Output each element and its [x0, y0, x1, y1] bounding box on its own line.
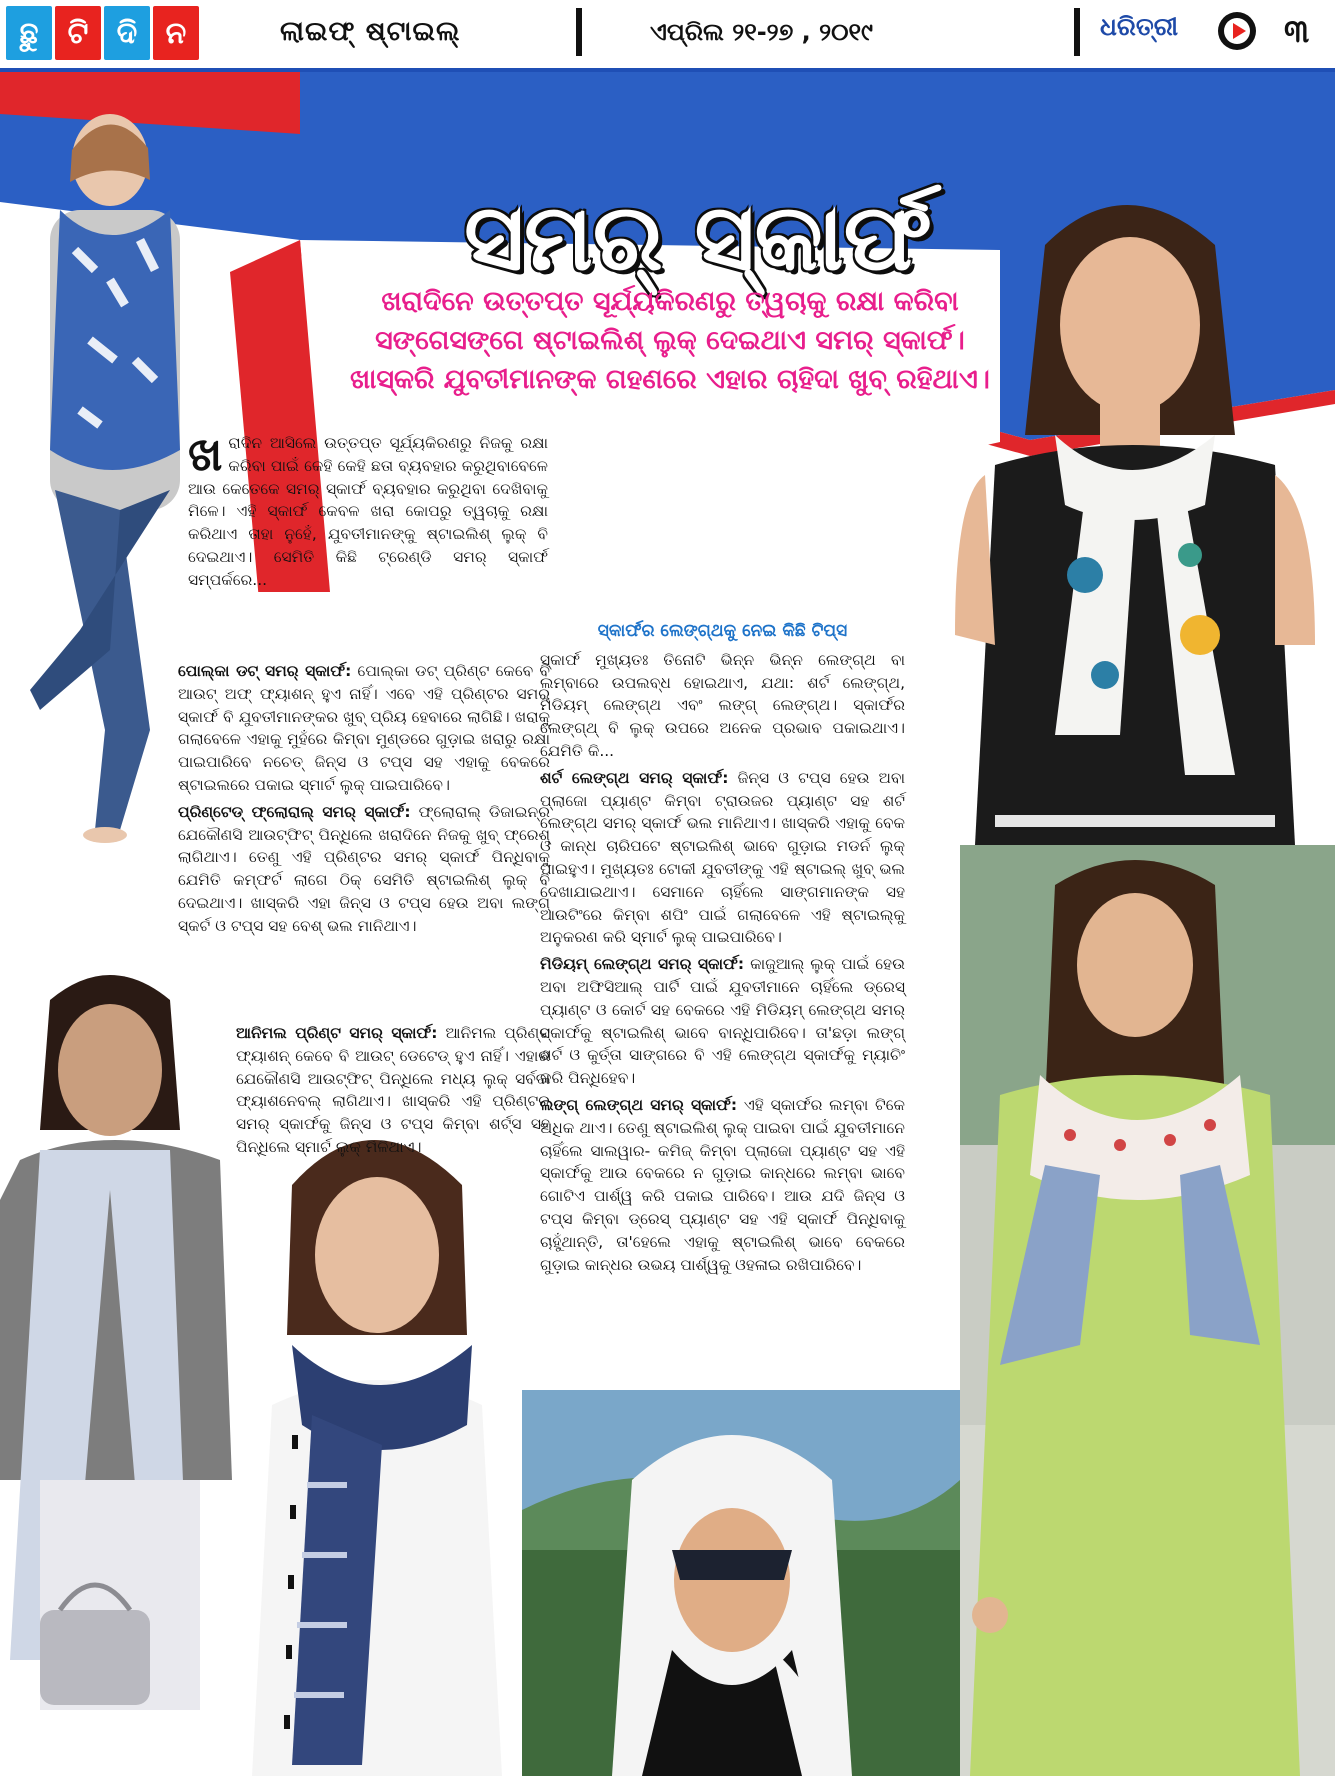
polka-subheading: ପୋଲ୍‌କା ଡଟ୍ ସମର୍ ସ୍କାର୍ଫ: — [178, 662, 352, 680]
short-text: ଜିନ୍ସ ଓ ଟପ୍ସ ହେଉ ଅବା ପ୍ଲାଜୋ ପ୍ୟାଣ୍ଟ କିମ୍ବା ଟ୍ରାଉଜର ପ୍ୟାଣ୍ଟ ସହ ଶର୍ଟ ଲେଙ୍ଗ୍‌ଥ ସମର୍ ସ୍କାର୍ଫ ଭଲ ମାନିଥାଏ। ଖାସ୍‌କରି ଏହାକୁ ବେକ ଓ କାନ୍ଧ ଚାରିପଟେ ଷ୍ଟାଇଲିଶ୍ ଭାବେ ଗୁଡ଼ାଇ ମଡର୍ନ ଲୁକ୍ ପାଇହୁଏ। ମୁଖ୍ୟତଃ ଟୋକୀ ଯୁବତୀଙ୍କୁ ଏହି ଷ୍ଟାଇଲ୍ ଖୁବ୍ ଭଲ ଦେଖାଯାଇଥାଏ। ସେମାନେ ଚାହିଁଲେ ସାଙ୍ଗମାନଙ୍କ ସହ ଆଉଟିଂରେ କିମ୍ବା ଶପିଂ ପାଇଁ ଗଲାବେଳେ ଏହି ଷ୍ଟାଇଲ୍‌କୁ ଅନୁକରଣ କରି ସ୍ମାର୍ଟ ଲୁକ୍ ପାଇପାରିବେ। — [540, 768, 905, 947]
floral-text: ଫ୍ଲୋରାଲ୍ ଡିଜାଇନ୍‌ର ଯେକୌଣସି ଆଉଟ୍‌ଫିଟ୍ ପିନ୍ଧିଲେ ଖରାଦିନେ ନିଜକୁ ଖୁବ୍ ଫ୍ରେଶ୍ ଲାଗିଥାଏ। ତେଣୁ ଏହି ପ୍ରିଣ୍ଟର ସମର୍ ସ୍କାର୍ଫ ପିନ୍ଧିବାକୁ ଯେମିତି କମ୍ଫର୍ଟ ଲାଗେ ଠିକ୍ ସେମିତି ଷ୍ଟାଇଲିଶ୍ ଲୁକ୍ ବି ଦେଇଥାଏ। ଖାସ୍‌କରି ଏହା ଜିନ୍ସ ଓ ଟପ୍ସ ହେଉ ଅବା ଲଙ୍ଗ୍ ସ୍କର୍ଟ ଓ ଟପ୍ସ ସହ ବେଶ୍ ଭଲ ମାନିଥାଏ। — [178, 802, 550, 935]
article-column-left-lower — [178, 660, 550, 942]
play-icon — [1218, 12, 1256, 50]
issue-date: ଏପ୍ରିଲ ୨୧-୨୭ , ୨୦୧୯ — [650, 18, 873, 46]
model-photo-grey-scarf — [0, 960, 232, 1776]
model-photo-white-headscarf — [522, 1390, 960, 1776]
model-photo-green-kurta — [960, 845, 1335, 1776]
floral-paragraph — [178, 801, 550, 938]
divider — [576, 8, 582, 56]
tips-title: ସ୍କାର୍ଫର ଲେଙ୍ଗ୍‌ଥକୁ ନେଇ କିଛି ଟିପ୍ସ — [597, 621, 848, 641]
medium-paragraph — [540, 953, 905, 1090]
animal-text: ଆନିମଲ ପ୍ରିଣ୍ଟ ଫ୍ୟାଶନ୍ କେବେ ବି ଆଉଟ୍ ଡେଟେଡ୍ ହୁଏ ନାହିଁ। ଏହାର ଯେକୌଣସି ଆଉଟ୍‌ଫିଟ୍ ପିନ୍ଧିଲେ ମଧ୍ୟ ଲୁକ୍ ସର୍ବଦା ଫ୍ୟାଶନେବଲ୍ ଲାଗିଥାଏ। ଖାସ୍‌କରି ଏହି ପ୍ରିଣ୍ଟର ସମର୍ ସ୍କାର୍ଫକୁ ଜିନ୍ସ ଓ ଟପ୍ସ କିମ୍ବା ଶର୍ଟ୍ସ ସହ ପିନ୍ଧିଲେ ସ୍ମାର୍ଟ ଲୁକ୍ ମିଳିଥାଏ। — [236, 1024, 550, 1156]
polka-text: ପୋଲ୍‌କା ଡଟ୍ ପ୍ରିଣ୍ଟ କେବେ ବି ଆଉଟ୍ ଅଫ୍ ଫ୍ୟାଶନ୍ ହୁଏ ନାହିଁ। ଏବେ ଏହି ପ୍ରିଣ୍ଟର ସମର୍ ସ୍କାର୍ଫ ବି ଯୁବତୀମାନଙ୍କର ଖୁବ୍ ପ୍ରିୟ ହେବାରେ ଲାଗିଛି। ଖରାକୁ ଗଲାବେଳେ ଏହାକୁ ମୁହଁରେ କିମ୍ବା ମୁଣ୍ଡରେ ଗୁଡ଼ାଇ ଖରାରୁ ରକ୍ଷା ପାଇପାରିବେ ନଚେତ୍ ଜିନ୍ସ ଓ ଟପ୍ସ ସହ ଏହାକୁ ବେକରେ ଷ୍ଟାଇଲରେ ପକାଇ ସ୍ମାର୍ଟ ଲୁକ୍ ପାଇପାରିବେ। — [178, 662, 551, 794]
article-column-left — [188, 427, 548, 596]
long-text: ଏହି ସ୍କାର୍ଫର ଲମ୍ବା ଟିକେ ଅଧିକ ଥାଏ। ତେଣୁ ଷ୍ଟାଇଲିଶ୍ ଲୁକ୍ ପାଇବା ପାଇଁ ଯୁବତୀମାନେ ଚାହିଁଲେ ସାଲୱାର- କମିଜ୍ କିମ୍ବା ପ୍ଲାଜୋ ପ୍ୟାଣ୍ଟ ସହ ଏହି ସ୍କାର୍ଫକୁ ଆଉ ବେକରେ ନ ଗୁଡ଼ାଇ କାନ୍ଧରେ ଲମ୍ବା ଭାବେ ଗୋଟିଏ ପାର୍ଶ୍ୱ କରି ପକାଇ ପାରିବେ। ଆଉ ଯଦି ଜିନ୍ସ ଓ ଟପ୍ସ କିମ୍ବା ଡ୍ରେସ୍ ପ୍ୟାଣ୍ଟ ସହ ଏହି ସ୍କାର୍ଫ ପିନ୍ଧିବାକୁ ଚାହୁଁଥାନ୍ତି, ତା'ହେଲେ ଏହାକୁ ଷ୍ଟାଇଲିଶ୍ ଭାବେ ବେକରେ ଗୁଡ଼ାଇ କାନ୍ଧର ଉଭୟ ପାର୍ଶ୍ୱକୁ ଓହଳାଇ ରଖିପାରିବେ। — [540, 1095, 905, 1274]
animal-subheading: ଆନିମଲ ପ୍ରିଣ୍ଟ ସମର୍ ସ୍କାର୍ଫ: — [236, 1024, 438, 1042]
article-column-right — [540, 620, 905, 1280]
section-name: ଲାଇଫ୍ ଷ୍ଟାଇଲ୍ — [280, 16, 461, 47]
newspaper-logo: ଧରିତ୍ରୀ — [1100, 12, 1179, 41]
logo-tile: ଦି — [104, 6, 150, 60]
section-logo — [6, 6, 199, 60]
short-subheading: ଶର୍ଟ ଲେଙ୍ଗ୍‌ଥ ସମର୍ ସ୍କାର୍ଫ: — [540, 768, 729, 787]
medium-text: କାଜୁଆଲ୍ ଲୁକ୍ ପାଇଁ ହେଉ ଅବା ଅଫିସିଆଲ୍ ପାର୍ଟି ପାଇଁ ଯୁବତୀମାନେ ଚାହିଁଲେ ଡ୍ରେସ୍ ପ୍ୟାଣ୍ଟ ଓ କୋର୍ଟ ସହ ବେକରେ ଏହି ମିଡିୟମ୍ ଲେଙ୍ଗ୍‌ଥ ସମର୍ ସ୍କାର୍ଫକୁ ଷ୍ଟାଇଲିଶ୍ ଭାବେ ବାନ୍ଧିପାରିବେ। ତା'ଛଡ଼ା ଲଙ୍ଗ୍ ଶର୍ଟ ଓ କୁର୍ତ୍ତା ସାଙ୍ଗରେ ବି ଏହି ଲେଙ୍ଗ୍‌ଥ ସ୍କାର୍ଫକୁ ମ୍ୟାଚିଂ କରି ପିନ୍ଧିହେବ। — [540, 955, 906, 1088]
medium-subheading: ମିଡିୟମ୍ ଲେଙ୍ଗ୍‌ଥ ସମର୍ ସ୍କାର୍ଫ: — [540, 955, 745, 974]
article-column-left-bottom — [236, 1022, 550, 1163]
long-paragraph — [540, 1094, 905, 1276]
model-photo-navy-scarf — [232, 1105, 522, 1776]
model-photo-floral-scarf — [935, 175, 1335, 845]
divider — [1074, 8, 1080, 56]
masthead — [0, 0, 1335, 68]
polka-paragraph — [178, 660, 550, 797]
logo-tile: ନ — [153, 6, 199, 60]
floral-subheading: ପ୍ରିଣ୍ଟେଡ୍ ଫ୍ଲୋରାଲ୍ ସମର୍ ସ୍କାର୍ଫ: — [178, 802, 411, 821]
logo-tile: ଟି — [55, 6, 101, 60]
long-subheading: ଲଙ୍ଗ୍ ଲେଙ୍ଗ୍‌ଥ ସମର୍ ସ୍କାର୍ଫ: — [540, 1095, 738, 1114]
headline: ସମର୍ ସ୍କାର୍ଫ — [464, 184, 932, 291]
intro-text: ରାଦିନ ଆସିଲେ ଉତ୍ତପ୍ତ ସୂର୍ଯ୍ୟକିରଣରୁ ନିଜକୁ ରକ୍ଷା କରିବା ପାଇଁ କେହି କେହି ଛତା ବ୍ୟବହାର କରୁଥିବାବେଳେ ଆଉ କେତେକେ ସମର୍ ସ୍କାର୍ଫ ବ୍ୟବହାର କରୁଥିବା ଦେଖିବାକୁ ମିଳେ। ଏହି ସ୍କାର୍ଫ କେବଳ ଖରା କୋପରୁ ତ୍ୱଚାକୁ ରକ୍ଷା କରିଥାଏ ତାହା ନୁହେଁ, ଯୁବତୀମାନଙ୍କୁ ଷ୍ଟାଇଲିଶ୍ ଲୁକ୍ ବି ଦେଇଥାଏ। ସେମିତି କିଛି ଟ୍ରେଣ୍ଡି ସମର୍ ସ୍କାର୍ଫ ସମ୍ପର୍କରେ... — [188, 434, 548, 589]
intro-blurb: ଖରାଦିନେ ଉତ୍ତପ୍ତ ସୂର୍ଯ୍ୟକିରଣରୁ ତ୍ୱଚାକୁ ରକ୍ଷା କରିବା ସଙ୍ଗେସଙ୍ଗେ ଷ୍ଟାଇଲିଶ୍ ଲୁକ୍ ଦେଇଥାଏ ସମର୍ ସ୍କାର୍ଫ। ଖାସ୍‌କରି ଯୁବତୀମାନଙ୍କ ଗହଣରେ ଏହାର ଚାହିଦା ଖୁବ୍ ରହିଥାଏ। — [350, 286, 990, 395]
tips-intro: ସ୍କାର୍ଫ ମୁଖ୍ୟତଃ ତିନୋଟି ଭିନ୍ନ ଭିନ୍ନ ଲେଙ୍ଗ୍‌ଥ ବା ଲମ୍ବାରେ ଉପଲବ୍ଧ ହୋଇଥାଏ, ଯଥା: ଶର୍ଟ ଲେଙ୍ଗ୍‌ଥ, ମିଡିୟମ୍ ଲେଙ୍ଗ୍‌ଥ ଏବଂ ଲଙ୍ଗ୍ ଲେଙ୍ଗ୍‌ଥ। ସ୍କାର୍ଫର ଲେଙ୍ଗ୍‌ଥ୍ ବି ଲୁକ୍ ଉପରେ ଅନେକ ପ୍ରଭାବ ପକାଇଥାଏ। ଯେମିତି କି... — [540, 650, 905, 760]
dropcap: ଖ — [188, 427, 223, 481]
animal-paragraph — [236, 1022, 550, 1159]
short-paragraph — [540, 767, 905, 949]
article-intro — [188, 427, 548, 592]
page-number: ୩ — [1284, 12, 1310, 50]
logo-tile: ଛୁ — [6, 6, 52, 60]
